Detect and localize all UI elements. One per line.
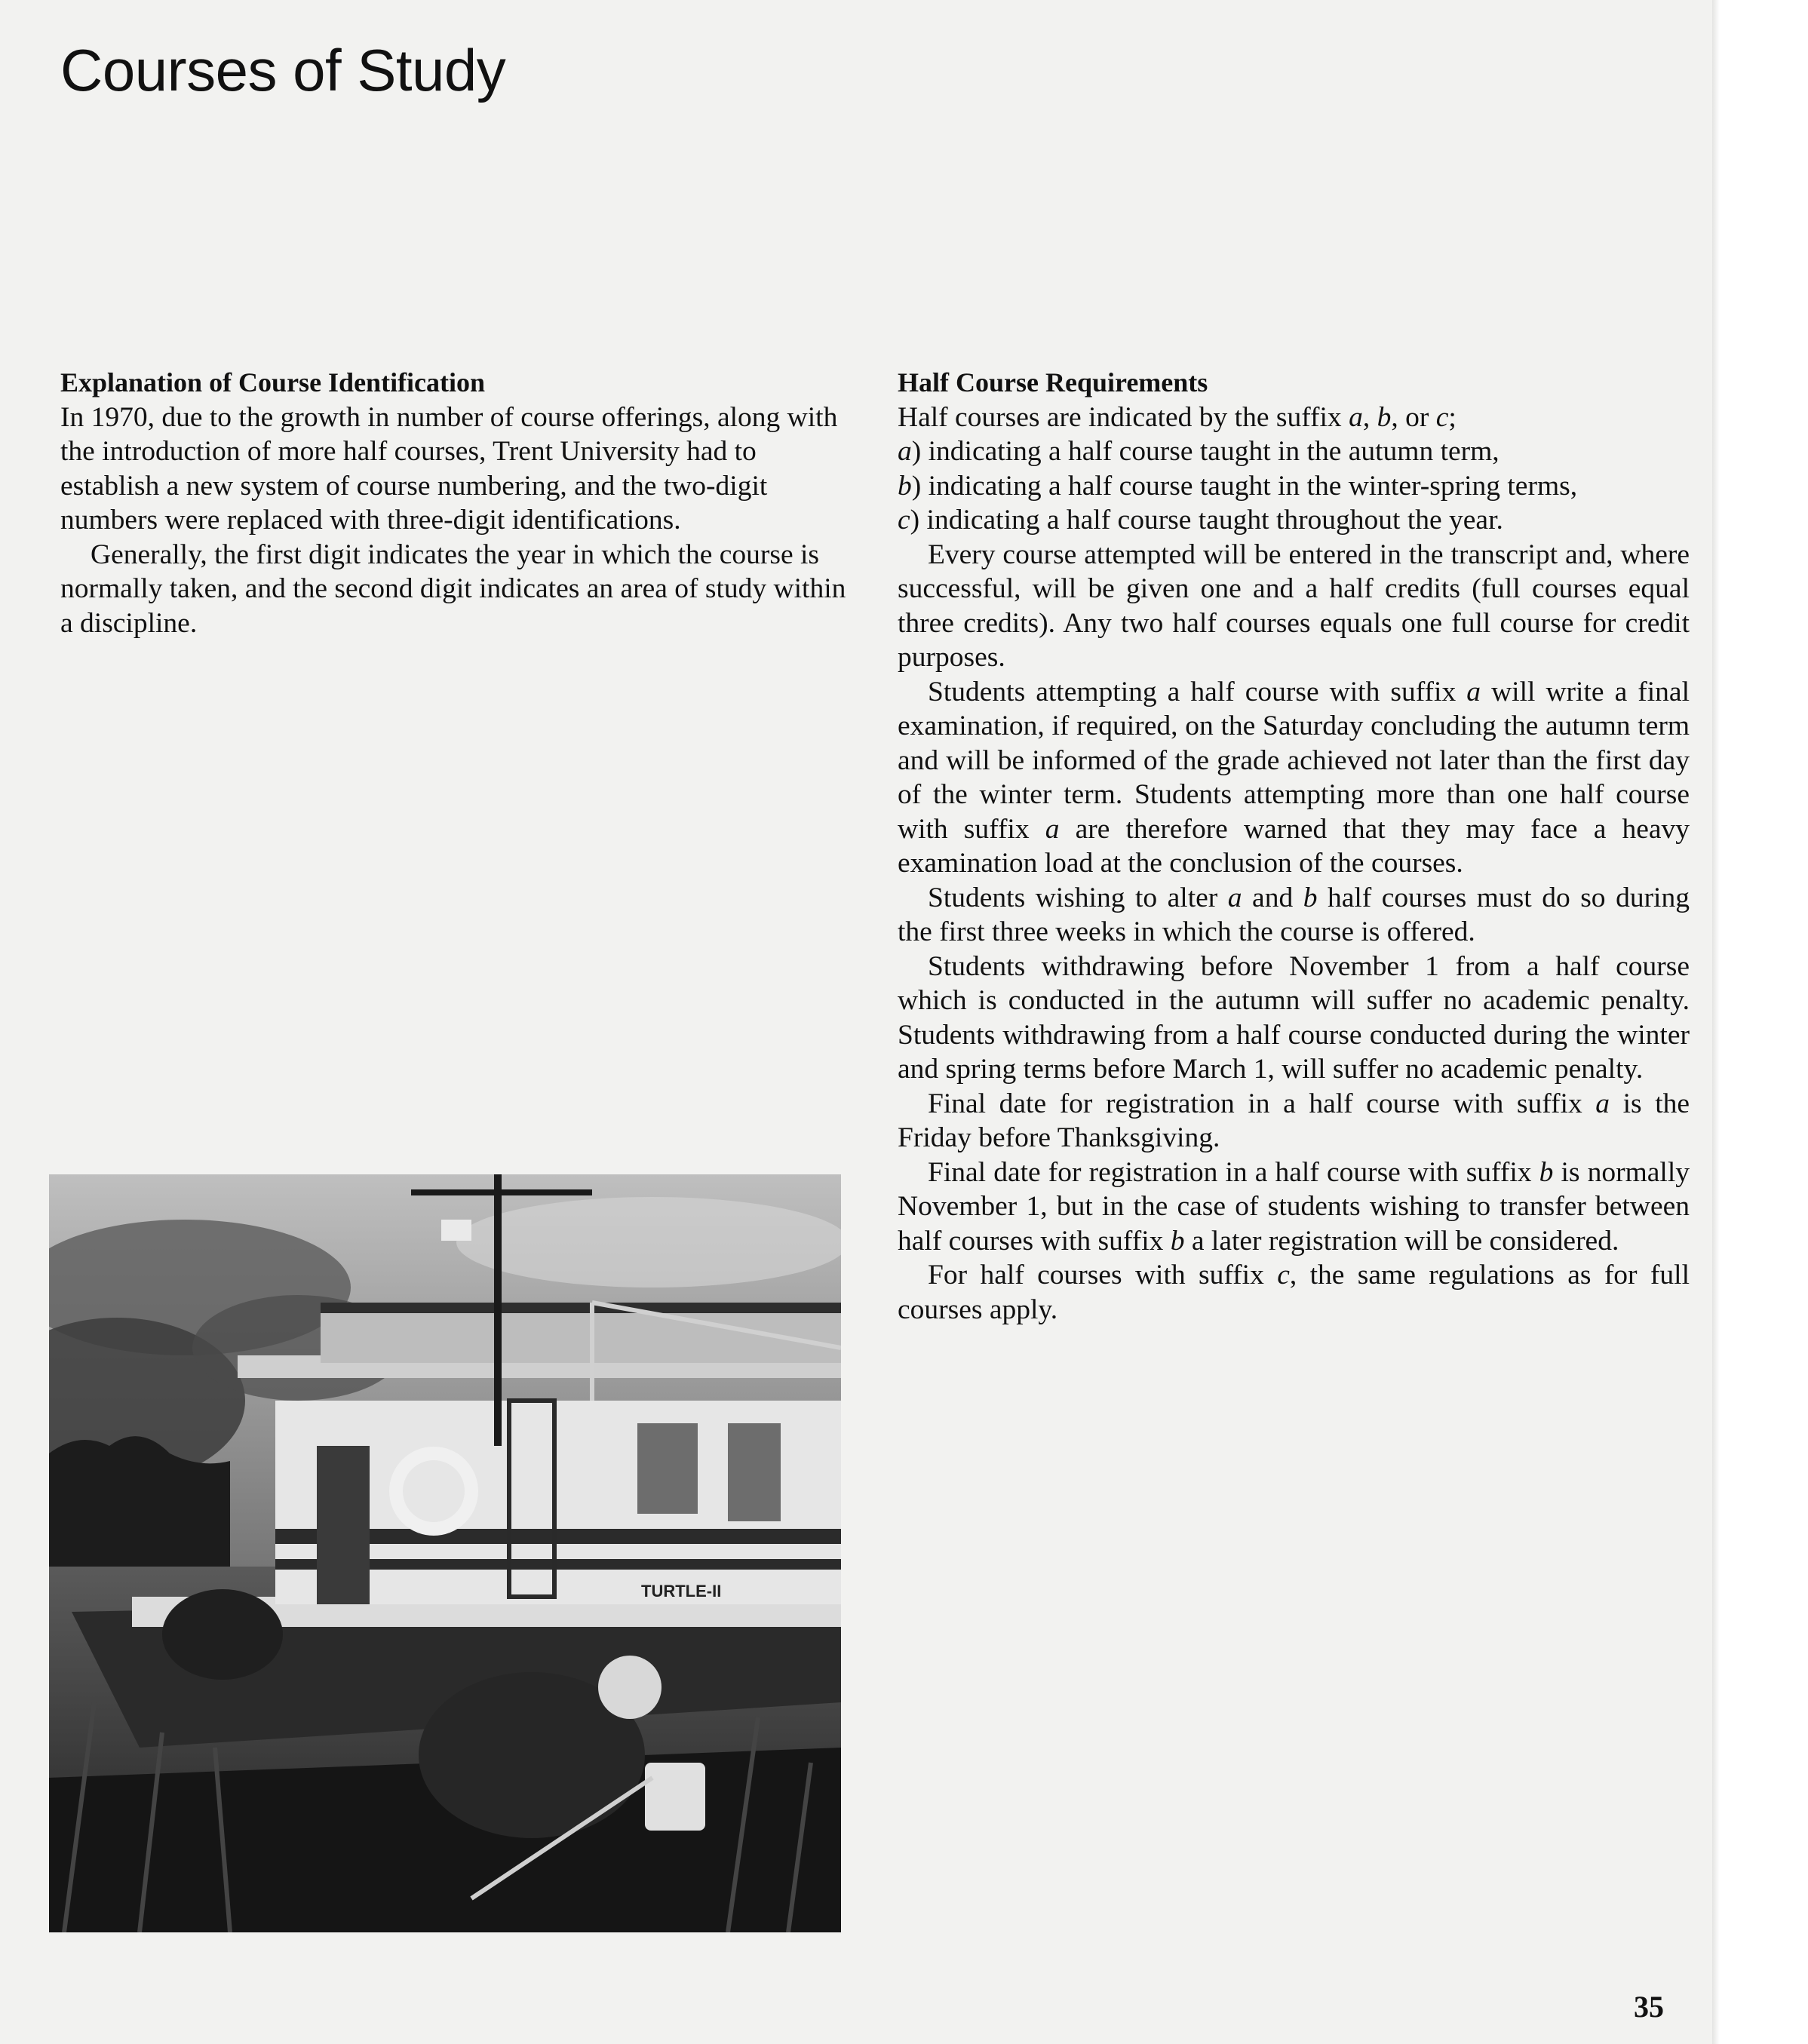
suffix-letter: c [1277, 1260, 1290, 1291]
list-item [898, 434, 1690, 469]
list-item [898, 503, 1690, 538]
text-span: ) indicating a half course taught throughout the year. [910, 505, 1503, 536]
paragraph [898, 1258, 1690, 1327]
text-span: , or [1391, 401, 1436, 433]
intro-paragraph [898, 401, 1690, 435]
text-span: Half courses are indicated by the suffix [898, 401, 1349, 433]
paragraph [898, 1087, 1690, 1156]
suffix-letter: a [1349, 401, 1363, 433]
text-span: Final date for registration in a half course with suffix [928, 1088, 1596, 1119]
paragraph: Students withdrawing before November 1 from a half course which is conducted in the autumn will suffer no academic penalty. Students withdrawing from a half course conducted during the winter and spring terms before March 1, will suffer no academic penalty. [898, 950, 1690, 1085]
left-column [60, 366, 849, 640]
text-span: Students wishing to alter [928, 882, 1228, 913]
suffix-letter: b [1539, 1156, 1554, 1188]
text-span: are therefore warned that they may face a heavy examination load at the conclusion of the courses. [898, 813, 1690, 879]
boat-name-label: TURTLE-II [641, 1582, 722, 1601]
section-heading-half-course-requirements: Half Course Requirements [898, 367, 1208, 397]
suffix-letter: b [1303, 882, 1318, 913]
suffix-letter: a [1595, 1088, 1610, 1119]
suffix-letter: b [898, 470, 912, 502]
text-span: and [1242, 882, 1303, 913]
text-span: ) indicating a half course taught in the winter-spring terms, [911, 470, 1578, 502]
suffix-letter: c [898, 505, 910, 536]
paragraph [898, 1156, 1690, 1259]
suffix-letter: b [1377, 401, 1392, 433]
text-span: Final date for registration in a half course with suffix [928, 1156, 1539, 1188]
paragraph: In 1970, due to the growth in number of course offerings, along with the introduction of more half courses, Trent University had to establish a new system of course numbering, and the two-digit numbers were replaced with three-digit identifications. [60, 401, 838, 536]
text-span: For half courses with suffix [928, 1260, 1278, 1291]
suffix-letter: a [1466, 676, 1481, 707]
text-span: is the Friday before Thanksgiving. [898, 1088, 1690, 1153]
text-span: ) indicating a half course taught in the autumn term, [911, 436, 1500, 467]
text-span: will write a final examination, if required, on the Saturday concluding the autumn term and will be informed of the grade achieved not later than the first day of the winter term. Students attempting more than one half course with suffix [898, 676, 1690, 845]
suffix-letter: a [1227, 882, 1242, 913]
text-span: ; [1448, 401, 1457, 433]
section-heading-course-identification: Explanation of Course Identification [60, 367, 486, 397]
houseboat-photo [49, 1174, 841, 1932]
suffix-letter: b [1170, 1225, 1185, 1257]
paragraph: Generally, the first digit indicates the year in which the course is normally taken, and the second digit indicates an area of study within a discipline. [60, 539, 846, 639]
text-span: , [1362, 401, 1377, 433]
text-span: , the same regulations as for full courses apply. [898, 1260, 1690, 1325]
suffix-letter: a [1045, 813, 1060, 845]
text-span: Students attempting a half course with suffix [928, 676, 1467, 707]
text-span: half courses must do so during the first three weeks in which the course is offered. [898, 882, 1690, 947]
text-span: is normally November 1, but in the case of students wishing to transfer between half courses with suffix [898, 1156, 1690, 1257]
page-edge [1712, 0, 1720, 2044]
paragraph [898, 881, 1690, 950]
suffix-letter: c [1435, 401, 1449, 433]
list-item [898, 469, 1690, 504]
suffix-letter: a [898, 436, 912, 467]
page-number: 35 [1634, 1990, 1664, 2024]
paragraph [898, 675, 1690, 881]
text-span: a later registration will be considered. [1184, 1225, 1619, 1257]
paragraph: Every course attempted will be entered in the transcript and, where successful, will be given one and a half credits (full courses equal three credits). Any two half courses equals one full course for credit purposes. [898, 539, 1690, 673]
houseboat-photo-illustration [49, 1174, 841, 1932]
right-column [898, 366, 1690, 1327]
page-title: Courses of Study [60, 37, 506, 103]
